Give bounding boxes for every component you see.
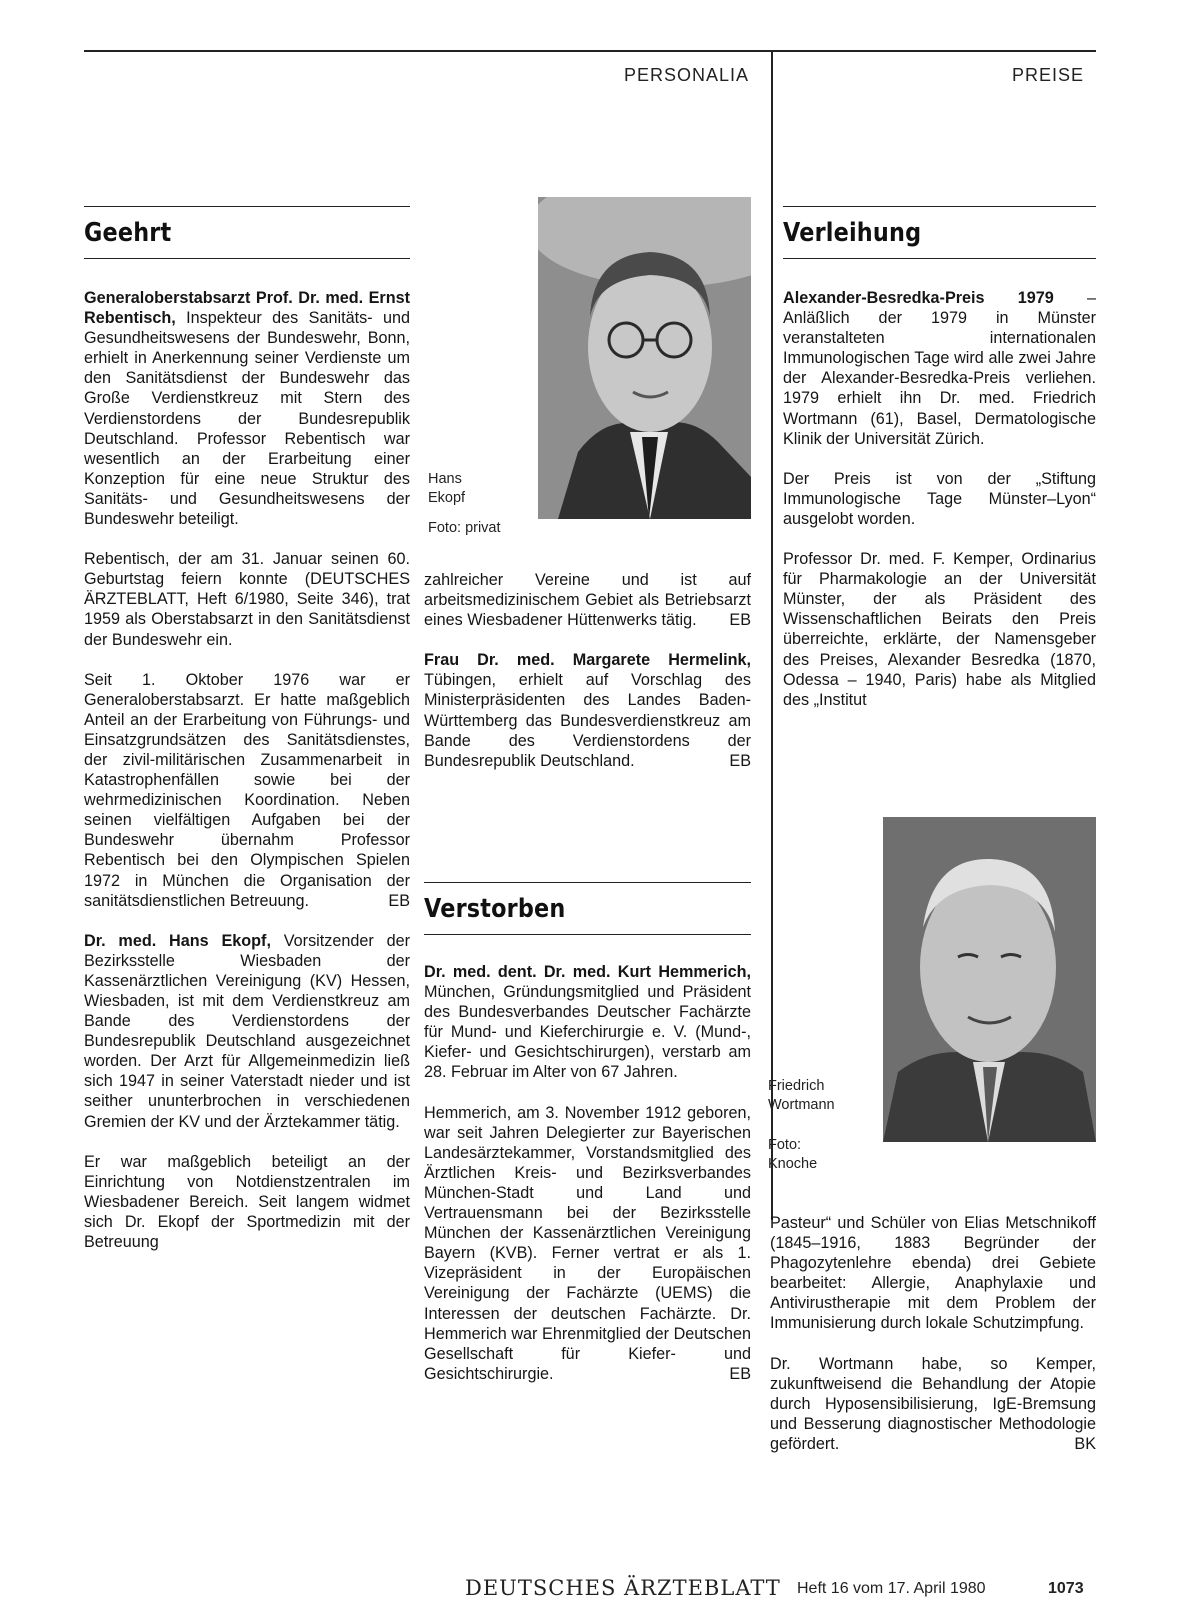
- geehrt-top-rule: [84, 206, 410, 207]
- verstorben-bottom-rule: [424, 934, 751, 935]
- article-prize-sponsor: Der Preis ist von der „Stiftung Immunologische Tage Münster–Lyon“ ausgelobt worden.: [783, 469, 1096, 528]
- photo-caption-ekopf-name: Hans Ekopf: [428, 471, 466, 506]
- article-text: Hemmerich, am 3. November 1912 geboren, war seit Jahren Delegierter zur Bayerischen Landesärztekammer, Vorstandsmitglied des Ärztlichen Kreis- und Bezirksverbandes München-Stadt und Land und Vertrauensmann bei der Bezirksstelle München der Kassenärztlichen Vereinigung Bayern (KVB). Ferner vertrat er als 1. Vizepräsident in der Europäischen Vereinigung der Fachärzte (UEMS) die Interessen der deutschen Fachärzte. Dr. Hemmerich war Ehrenmitglied der Deutschen Gesellschaft für Kiefer- und Gesichtschirurgie.: [424, 1103, 751, 1383]
- article-ekopf-continued: [424, 570, 751, 630]
- photo-hans-ekopf: [538, 197, 751, 519]
- article-ekopf-sport: Er war maßgeblich beteiligt an der Einrichtung von Notdienstzentralen im Wiesbadener Bereich. Seit langem widmet sich Dr. Ekopf der Sportmedizin mit der Betreuung: [84, 1152, 410, 1252]
- person-name-hemmerich: Dr. med. dent. Dr. med. Kurt Hemmerich,: [424, 963, 751, 981]
- person-name-ekopf: Dr. med. Hans Ekopf,: [84, 931, 271, 950]
- article-rebentisch-tasks: [84, 670, 410, 911]
- photo-friedrich-wortmann: [883, 817, 1096, 1142]
- author-signature: BK: [1074, 1434, 1096, 1453]
- article-rebentisch-intro: [84, 288, 410, 529]
- author-signature: EB: [729, 1364, 751, 1383]
- article-text: – Anläßlich der 1979 in Münster veranstalteten internationalen Immunologischen Tage wird alle zwei Jahre der Alexander-Besredka-Preis verliehen. 1979 erhielt ihn Dr. med. Friedrich Wortmann (61), Basel, Dermatologische Klinik der Universität Zürich.: [783, 289, 1096, 448]
- column-3-lower: [770, 1213, 1096, 1454]
- verleihung-bottom-rule: [783, 258, 1096, 259]
- header-preise: PREISE: [1012, 65, 1085, 85]
- column-2-lower: [424, 962, 751, 1384]
- article-text: Vorsitzender der Bezirksstelle Wiesbaden der Kassenärztlichen Vereinigung (KV) Hessen, Wiesbaden, ist mit dem Verdienstkreuz am Bande des Verdienstordens der Bundesrepublik Deutschland ausgezeichnet worden. Der Arzt für Allgemeinmedizin ließ sich 1947 in seiner Vaterstadt nieder und ist seither ununterbrochen in verschiedenen Gremien der KV und der Ärztekammer tätig.: [84, 931, 410, 1131]
- article-wortmann-work: [770, 1354, 1096, 1454]
- footer-page-number: 1073: [1048, 1580, 1084, 1597]
- column-1: [84, 288, 410, 1252]
- header-personalia: PERSONALIA: [624, 65, 750, 85]
- verleihung-top-rule: [783, 206, 1096, 207]
- portrait-illustration: [538, 197, 751, 519]
- article-besredka-research: Pasteur“ und Schüler von Elias Metschnikoff (1845–1916, 1883 Begründer der Phagozytenlehre ebenda) drei Gebiete bearbeitet: Allergie, Anaphylaxie und Antivirustherapie mit dem Problem der Immunisierung durch lokale Schutzimpfung.: [770, 1214, 1096, 1333]
- person-name-rebentisch: Generaloberstabsarzt Prof. Dr. med. Ernst Rebentisch,: [84, 289, 410, 328]
- prize-name: Alexander-Besredka-Preis 1979: [783, 289, 1054, 307]
- article-besredka-prize: [783, 288, 1096, 449]
- author-signature: EB: [388, 891, 410, 910]
- header-top-rule: [84, 50, 1096, 52]
- article-text: zahlreicher Vereine und ist auf arbeitsmedizinischem Gebiet als Betriebsarzt eines Wiesbadener Hüttenwerks tätig.: [424, 571, 751, 630]
- footer-journal-title: DEUTSCHES ÄRZTEBLATT: [465, 1576, 781, 1600]
- article-kemper-statement: Professor Dr. med. F. Kemper, Ordinarius für Pharmakologie an der Universität Münster, der als Präsident des Wissenschaftlichen Beirats den Preis überreichte, erklärte, der Namensgeber des Preises, Alexander Besredka (1870, Odessa – 1940, Paris) habe als Mitglied des „Institut: [783, 550, 1096, 709]
- article-text: Tübingen, erhielt auf Vorschlag des Ministerpräsidenten des Landes Baden-Württemberg das Bundesverdienstkreuz am Bande des Verdienstordens der Bundesrepublik Deutschland.: [424, 671, 751, 770]
- article-text: Inspekteur des Sanitäts- und Gesundheitswesens der Bundeswehr, Bonn, erhielt in Anerkennung seiner Verdienste um den Sanitätsdienst der Bundeswehr das Große Verdienstkreuz mit Stern des Verdienstordens der Bundesrepublik Deutschland. Professor Rebentisch war wesentlich an der Erarbeitung einer Konzeption für eine neue Struktur des Sanitäts- und Gesundheitswesens der Bundeswehr beteiligt.: [84, 309, 410, 529]
- article-text: Seit 1. Oktober 1976 war er Generaloberstabsarzt. Er hatte maßgeblich Anteil an der Erarbeitung von Führungs- und Einsatzgrundsätzen des Sanitätsdienstes, der zivil-militärischen Zusammenarbeit in Katastrophenfällen sowie bei der wehrmedizinischen Koordination. Neben seinen vielfältigen Aufgaben bei der Bundeswehr übernahm Professor Rebentisch bei den Olympischen Spielen 1972 in München die Organisation der sanitätsdienstlichen Betreuung.: [84, 670, 410, 910]
- photo-caption-wortmann-credit: Foto: Knoche: [768, 1137, 818, 1172]
- column-3: [783, 288, 1096, 710]
- article-text: Dr. Wortmann habe, so Kemper, zukunftweisend die Behandlung der Atopie durch Hyposensibilisierung, IgE-Bremsung und Besserung diagnostischer Methodologie gefördert.: [770, 1354, 1096, 1453]
- verstorben-top-rule: [424, 882, 751, 883]
- article-hermelink: [424, 650, 751, 771]
- section-title-geehrt: Geehrt: [84, 218, 172, 248]
- article-rebentisch-career: Rebentisch, der am 31. Januar seinen 60. Geburtstag feiern konnte (DEUTSCHES ÄRZTEBLATT, Heft 6/1980, Seite 346), trat 1959 als Oberstabsarzt in den Sanitätsdienst der Bundeswehr ein.: [84, 550, 410, 649]
- photo-caption-wortmann-name: Friedrich Wortmann: [768, 1078, 835, 1113]
- column-divider-vertical: [771, 50, 773, 1220]
- author-signature: EB: [729, 751, 751, 770]
- person-name-hermelink: Frau Dr. med. Margarete Hermelink,: [424, 651, 751, 670]
- footer-issue: Heft 16 vom 17. April 1980: [797, 1580, 986, 1597]
- portrait-illustration: [883, 817, 1096, 1142]
- geehrt-bottom-rule: [84, 258, 410, 259]
- article-hemmerich-career: [424, 1103, 751, 1384]
- column-2: [424, 570, 751, 791]
- article-hemmerich-intro: [424, 962, 751, 1083]
- section-title-verleihung: Verleihung: [783, 218, 922, 248]
- author-signature: EB: [729, 611, 751, 630]
- photo-caption-ekopf-credit: Foto: privat: [428, 520, 501, 536]
- article-text: München, Gründungsmitglied und Präsident des Bundesverbandes Deutscher Fachärzte für Mund- und Kieferchirurgie e. V. (Mund-, Kiefer- und Gesichtschirurgen), verstarb am 28. Februar im Alter von 67 Jahren.: [424, 983, 751, 1082]
- section-title-verstorben: Verstorben: [424, 894, 566, 924]
- article-ekopf-intro: [84, 931, 410, 1132]
